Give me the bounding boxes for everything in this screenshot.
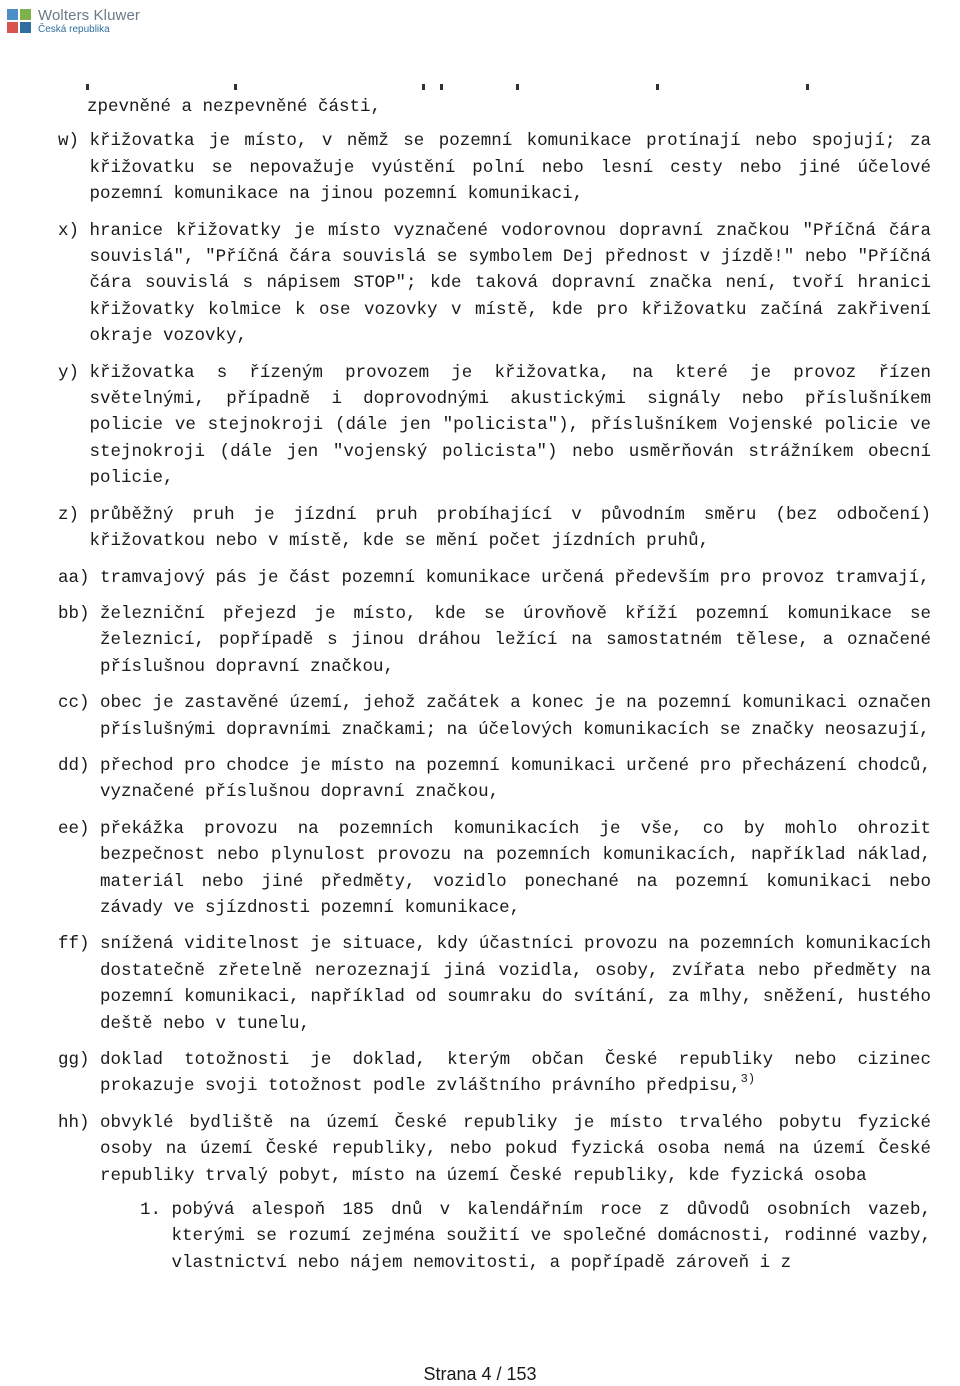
definition-item-gg — [58, 1047, 931, 1100]
definition-item-ee — [58, 816, 931, 922]
item-label: z) — [58, 504, 90, 525]
item-text: snížená viditelnost je situace, kdy účastníci provozu na pozemních komunikacích dostatečně zřetelně nerozeznají jiná vozidla, osoby, zvířata nebo předměty na pozemní komunikaci, například od soumraku do svítání, za mlhy, sněžení, hustého deště nebo v tunelu, — [100, 934, 931, 1034]
item-text: zpevněné a nezpevněné části, — [87, 97, 382, 117]
item-text: překážka provozu na pozemních komunikacích je vše, co by mohlo ohrozit bezpečnost nebo plynulost provozu na pozemních komunikacích, například náklad, materiál nebo jiné předměty, vozidlo ponechané na pozemní komunikaci nebo závady ve sjízdnosti pozemní komunikace, — [100, 818, 931, 918]
item-text-main: doklad totožnosti je doklad, kterým občan České republiky nebo cizinec prokazuje svoji totožnost podle zvláštního právního předpisu, — [100, 1050, 931, 1097]
item-label: cc) — [58, 693, 101, 714]
item-label: aa) — [58, 567, 101, 588]
item-label: dd) — [58, 755, 101, 776]
item-label: 1. — [140, 1200, 172, 1221]
item-label: w) — [58, 131, 90, 152]
definition-continuation — [87, 94, 931, 120]
item-label: hh) — [58, 1112, 101, 1133]
definition-item-z — [58, 502, 931, 555]
item-text: přechod pro chodce je místo na pozemní komunikaci určené pro přecházení chodců, vyznačené příslušnou dopravní značkou, — [100, 755, 931, 803]
definition-item-hh — [58, 1110, 931, 1189]
definition-item-cc — [58, 690, 931, 743]
item-text: průběžný pruh je jízdní pruh probíhající v původním směru (bez odbočení) křižovatkou nebo v místě, kde se mění počet jízdních pruhů, — [89, 504, 931, 552]
item-label: y) — [58, 362, 90, 383]
brand-name: Wolters Kluwer — [38, 6, 140, 24]
item-text: hranice křižovatky je místo vyznačené vodorovnou dopravní značkou "Příčná čára souvislá", "Příčná čára souvislá se symbolem Dej přednost v jízdě!" nebo "Příčná čára souvislá s nápisem STOP"; kde taková dopravní značka není, tvoří hranici křižovatky kolmice k ose vozovky v místě, kde pro křižovatku začíná zakřivení okraje vozovky, — [89, 220, 931, 347]
item-text: křižovatka s řízeným provozem je křižovatka, na které je provoz řízen světelnými, případně i doprovodnými akustickými signály nebo příslušníkem policie ve stejnokroji (dále jen "policista"), příslušníkem Vojenské policie ve stejnokroji (dále jen "vojenský policista") nebo usměrňován strážníkem obecní policie, — [89, 362, 931, 489]
footnote-ref[interactable]: 3) — [740, 1072, 756, 1087]
definition-item-x — [58, 218, 931, 350]
item-text: křižovatka je místo, v němž se pozemní komunikace protínají nebo spojují; za křižovatku se nepovažuje vyústění polní nebo lesní cesty nebo jiné účelové pozemní komunikace na jinou pozemní komunikaci, — [89, 131, 931, 205]
definition-item-aa — [58, 565, 931, 591]
item-text: obvyklé bydliště na území České republiky je místo trvalého pobytu fyzické osoby na území České republiky, nebo pokud fyzická osoba nemá na území České republiky trvalý pobyt, místo na území České republiky, kde fyzická osoba — [100, 1112, 931, 1186]
cut-off-line-fragment — [86, 84, 826, 94]
item-text: obec je zastavěné území, jehož začátek a konec je na pozemní komunikaci označen příslušnými dopravními značkami; na účelových komunikacích se značky neosazují, — [100, 693, 931, 740]
item-text: tramvajový pás je část pozemní komunikace určená především pro provoz tramvají, — [100, 567, 930, 588]
wolters-kluwer-logo-icon — [6, 8, 32, 34]
brand-sub: Česká republika — [38, 23, 110, 35]
definition-item-bb — [58, 601, 931, 680]
definition-item-y — [58, 360, 931, 492]
item-text: pobývá alespoň 185 dnů v kalendářním roce z důvodů osobních vazeb, kterými se rozumí zejména soužití ve společné domácnosti, rodinné vazby, vlastnictví nebo nájem nemovitosti, a popřípadě zároveň i z — [171, 1200, 931, 1273]
item-text — [100, 1047, 931, 1100]
item-label: ee) — [58, 818, 101, 839]
definition-item-ff — [58, 931, 931, 1037]
page-number: Strana 4 / 153 — [423, 1364, 537, 1384]
definition-item-dd — [58, 753, 931, 806]
item-label: bb) — [58, 603, 101, 624]
wolters-kluwer-logo — [6, 4, 140, 38]
document-body — [58, 94, 931, 1286]
item-text: železniční přejezd je místo, kde se úrovňově kříží pozemní komunikace se železnicí, popřípadě s jinou dráhou ležící na samostatném tělese, a označené příslušnou dopravní značkou, — [100, 603, 931, 677]
item-label: x) — [58, 220, 90, 241]
item-label: gg) — [58, 1050, 101, 1070]
definition-item-w — [58, 128, 931, 207]
sub-item-1 — [140, 1197, 931, 1276]
item-label: ff) — [58, 934, 101, 955]
